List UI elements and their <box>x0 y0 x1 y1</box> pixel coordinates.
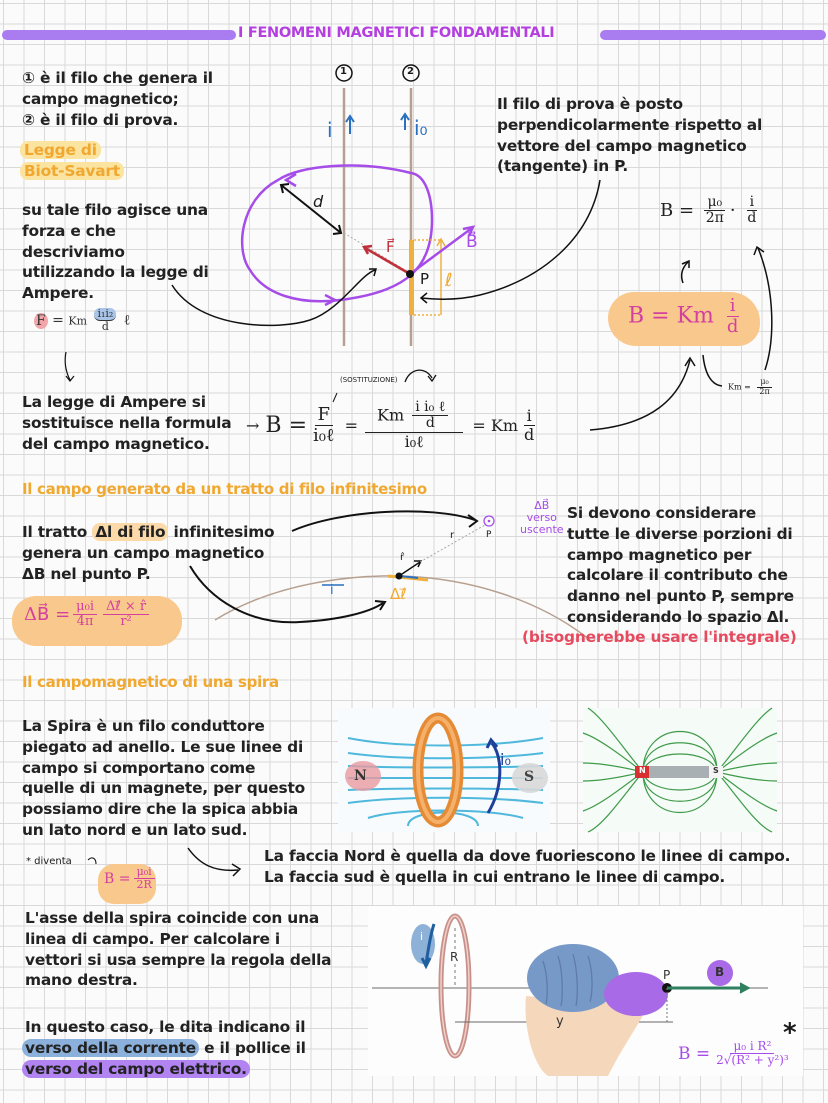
hand-field-label: B <box>715 965 725 979</box>
force-formula: F = Km $\frac{\text{i₁i₂}}{d}$ ℓ <box>36 307 131 334</box>
frac-den: d <box>524 424 535 444</box>
text-post: infinitesimo <box>168 523 275 541</box>
south-pole-label: S <box>524 769 535 785</box>
field-formula-top: B = $\frac{\text{μ₀}}{2\pi}$ · $\frac{i}{d}$ <box>660 195 762 227</box>
radius-label: R <box>450 950 459 964</box>
integral-note: (bisognerebbe usare l'integrale) <box>522 628 797 646</box>
field-label: ΔB⃗ <box>534 499 550 512</box>
point-p-label: P <box>486 530 492 540</box>
unit-vector-label: r̂ <box>400 552 405 563</box>
biot-savart-line-2: Biot-Savart <box>20 162 124 180</box>
formula-lhs: B = <box>265 412 307 438</box>
frac-num: i <box>747 195 757 211</box>
axis-text <box>25 908 331 991</box>
force-text-line: su tale filo agisce una <box>22 201 208 219</box>
highlight-current-direction: verso della corrente <box>22 1039 199 1057</box>
length-symbol: ℓ <box>123 312 131 329</box>
current-1-label: i <box>327 118 333 142</box>
frac-num: i <box>524 407 535 426</box>
case-mid: e il pollice il <box>198 1038 306 1057</box>
formula-lhs: B = <box>678 1043 711 1064</box>
biot-savart-line-1: Legge di <box>20 141 101 159</box>
probe-text-line: vettore del campo magnetico <box>497 136 747 155</box>
page-title: I FENOMENI MAGNETICI FONDAMENTALI <box>238 25 555 41</box>
axis-text-line: linea di campo. Per calcolare i <box>25 929 280 948</box>
axis-text-line: vettori si usa sempre la regola della <box>25 950 332 969</box>
force-text-line: descriviamo <box>22 242 125 261</box>
magnet-south-label: S <box>713 766 719 775</box>
force-vector-label: F⃗ <box>386 238 395 256</box>
ampere-text-line: sostituisce nella formula <box>22 413 232 432</box>
direction-line: uscente <box>520 523 564 536</box>
equals-symbol: = <box>344 415 359 435</box>
contribution-line: danno nel punto P, sempre <box>567 587 794 606</box>
text-line: ΔB nel punto P. <box>22 564 151 583</box>
hand-point-label: P <box>663 968 671 982</box>
force-text-line: utilizzando la legge di <box>22 263 209 282</box>
frac-den: d <box>425 415 435 432</box>
highlight-delta-l: Δl di filo <box>92 523 168 541</box>
frac-den: 4π <box>76 614 94 630</box>
km-symbol: Km <box>68 314 88 328</box>
axis-field-formula <box>678 1040 795 1067</box>
current-2-label: i₀ <box>414 116 428 140</box>
frac-num: μ₀ <box>704 195 725 211</box>
loop-text-line: campo si comportano come <box>22 758 256 777</box>
faces-text <box>264 846 790 888</box>
point-p-label: P <box>420 270 430 288</box>
section-heading-infinitesimal: Il campo generato da un tratto di filo infinitesimo <box>22 480 427 498</box>
intro-line-1: ① è il filo che genera il <box>22 69 213 87</box>
distance-y-label: y <box>556 1014 564 1029</box>
distance-label: d <box>313 192 324 211</box>
axis-text-line: L'asse della spira coincide con una <box>25 909 320 927</box>
distance-symbol: d <box>101 320 109 334</box>
frac-den: d <box>726 315 739 337</box>
wire-2-label: 2 <box>407 66 414 77</box>
frac-den: 2√(R² + y²)³ <box>716 1053 789 1068</box>
hand-current-label: i <box>420 930 424 943</box>
length-label: ℓ <box>445 270 453 291</box>
arrow-symbol: → <box>246 415 260 435</box>
wire-1-label: 1 <box>340 66 347 77</box>
contribution-line: considerando lo spazio Δl. <box>567 607 790 626</box>
text-line: genera un campo magnetico <box>22 543 265 562</box>
segment-label: Δℓ⃗ <box>390 585 407 603</box>
frac-num: μ₀i <box>134 866 155 879</box>
formula-lhs: B = Km <box>628 303 714 329</box>
frac-num: F <box>315 405 334 426</box>
frac-den: i₀ℓ <box>404 431 424 451</box>
loop-text-line: possiamo dire che la spica abbia <box>22 800 299 819</box>
result-lhs: = Km <box>472 415 519 435</box>
north-face-line: La faccia Nord è quella da dove fuoriescono le linee di campo. <box>264 847 791 865</box>
loop-text-line: un lato nord e un lato sud. <box>22 820 248 839</box>
loop-text-line: La Spira è un filo conduttore <box>22 717 265 735</box>
field-vector-label: B⃗ <box>466 232 478 252</box>
probe-text-line: perpendicolarmente rispetto al <box>497 115 763 134</box>
loop-current-label: i₀ <box>500 750 511 769</box>
loop-text-line: quelle di un magnete, per questo <box>22 779 306 798</box>
right-hand-rule-text <box>22 1017 306 1079</box>
contribution-line: tutte le diverse porzioni di <box>567 524 793 543</box>
frac-num: μ₀i <box>73 600 97 615</box>
loop-text-line: piegato ad anello. Le sue linee di <box>22 737 304 756</box>
becomes-note: * diventa <box>26 856 72 867</box>
frac-num: i i₀ ℓ <box>412 400 448 416</box>
frac-den: 2R <box>136 878 152 892</box>
current-label: i <box>330 583 334 598</box>
ampere-text-line: del campo magnetico. <box>22 434 210 453</box>
contribution-line: campo magnetico per <box>567 545 752 564</box>
formula-lhs: B = <box>104 870 131 887</box>
frac-den: 2π <box>705 210 724 227</box>
frac-num: μ₀ i R² <box>730 1040 774 1054</box>
substitution-label: (SOSTITUZIONE) <box>340 376 398 384</box>
frac-den: r² <box>120 614 132 630</box>
frac-num: i <box>727 296 739 317</box>
currents-product: i₁i₂ <box>94 308 116 321</box>
force-text-line: forza e che <box>22 221 116 240</box>
formula-lhs: Km = <box>728 382 751 392</box>
highlight-field-direction: verso del campo elettrico. <box>22 1060 250 1078</box>
probe-text-line: Il filo di prova è posto <box>497 95 683 113</box>
km-symbol: Km <box>377 405 405 425</box>
south-face-line: La faccia sud è quella in cui entrano le linee di campo. <box>264 867 726 886</box>
intro-line-3: ② è il filo di prova. <box>22 110 179 129</box>
ampere-text-line: La legge di Ampere si <box>22 393 206 411</box>
frac-den: d <box>747 210 757 227</box>
formula-lhs: ΔB⃗ = <box>24 604 71 626</box>
case-line: In questo caso, le dita indicano il <box>25 1018 306 1036</box>
north-pole-label: N <box>354 768 367 784</box>
magnet-north-label: N <box>639 766 646 775</box>
contribution-line: Si devono considerare <box>567 504 757 522</box>
contribution-line: calcolare il contributo che <box>567 566 788 585</box>
asterisk-marker: * <box>783 1018 797 1048</box>
section-heading-loop: Il campomagnetico di una spira <box>22 673 279 691</box>
text-pre: Il tratto <box>22 523 93 541</box>
formula-lhs: B = <box>660 199 695 221</box>
force-symbol: F <box>36 312 46 329</box>
intro-line-2: campo magnetico; <box>22 89 179 108</box>
frac-den: i₀ℓ <box>313 424 335 446</box>
frac-num: μ₀ <box>757 378 771 388</box>
radius-label: r <box>450 530 455 541</box>
axis-text-line: mano destra. <box>25 971 138 990</box>
force-text-line: Ampere. <box>22 284 94 303</box>
frac-den: 2π <box>759 386 770 396</box>
direction-line: verso <box>526 511 557 524</box>
frac-num: Δℓ⃗ × r̂ <box>103 600 149 615</box>
probe-text-line: (tangente) in P. <box>497 157 629 176</box>
